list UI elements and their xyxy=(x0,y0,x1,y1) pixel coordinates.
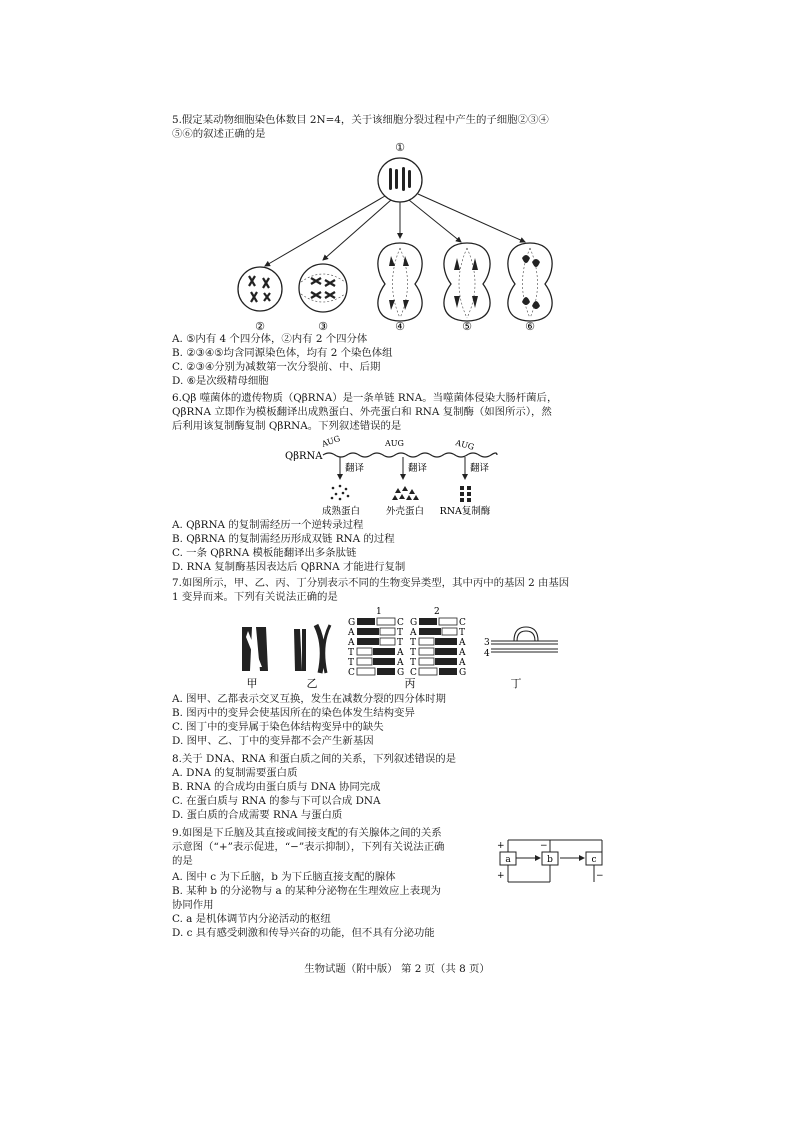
cell-4-chromosomes xyxy=(389,256,409,310)
svg-text:A: A xyxy=(410,628,417,638)
gene-1-bars xyxy=(357,618,395,675)
svg-text:A: A xyxy=(459,638,466,648)
q5-cell-division-figure xyxy=(225,138,565,334)
svg-text:T: T xyxy=(397,628,404,638)
jia-chromosomes xyxy=(242,627,268,671)
cell-1-chromosomes xyxy=(389,167,411,191)
cell-3 xyxy=(299,264,347,312)
start-codon-2: AUG xyxy=(385,439,404,448)
plus-sign-1: + xyxy=(497,841,505,851)
ding-number-4: 4 xyxy=(484,649,490,659)
svg-text:G: G xyxy=(410,618,418,628)
cell-5-label: ⑤ xyxy=(462,320,472,333)
svg-text:T: T xyxy=(397,638,404,648)
box-a-label: a xyxy=(505,855,511,865)
cell-5-spindle xyxy=(459,248,475,318)
gene-1-left-bases xyxy=(347,618,355,678)
svg-text:T: T xyxy=(410,638,417,648)
svg-text:A: A xyxy=(348,638,355,648)
replicase-squares xyxy=(460,486,471,502)
q9-stem-line-1: 9.如图是下丘脑及其直接或间接支配的有关腺体之间的关系 xyxy=(172,827,442,839)
svg-text:A: A xyxy=(459,648,466,658)
product-rna-replicase: RNA复制酶 xyxy=(439,506,491,517)
cell-6-label: ⑥ xyxy=(525,320,535,333)
cell-2-chromosomes xyxy=(249,276,270,302)
cell-1 xyxy=(378,158,422,202)
gene-1-right-bases xyxy=(396,618,404,678)
plus-sign-2: + xyxy=(497,871,505,881)
cell-5-chromosomes xyxy=(454,258,478,308)
q6-stem-line-1: 6.Qβ 噬菌体的遗传物质（QβRNA）是一条单链 RNA。当噬菌体侵染大肠杆菌后， xyxy=(172,392,558,404)
q9-option-d: D. c 具有感受刺激和传导兴奋的功能，但不具有分泌功能 xyxy=(172,927,435,939)
minus-sign-2: − xyxy=(596,871,604,881)
svg-text:C: C xyxy=(459,618,466,628)
translation-label-3: 翻译 xyxy=(470,463,490,474)
svg-text:G: G xyxy=(348,618,356,628)
svg-text:T: T xyxy=(410,658,417,668)
svg-text:T: T xyxy=(410,648,417,658)
q8-stem: 8.关于 DNA、RNA 和蛋白质之间的关系，下列叙述错误的是 xyxy=(172,753,457,765)
q9-option-c: C. a 是机体调节内分泌活动的枢纽 xyxy=(172,913,331,925)
svg-text:C: C xyxy=(348,668,355,678)
arrow-to-cell-5 xyxy=(409,200,461,242)
arrow-to-cell-6 xyxy=(418,194,525,242)
q6-stem-line-3: 后利用该复制酶复制 QβRNA。下列叙述错误的是 xyxy=(172,420,402,432)
box-c-label: c xyxy=(591,855,597,865)
q9-option-b: B. 某种 b 的分泌物与 a 的某种分泌物在生理效应上表现为 xyxy=(172,885,441,897)
label-ding: 丁 xyxy=(510,677,522,690)
rna-label: QβRNA xyxy=(285,451,323,462)
gene-1-number: 1 xyxy=(376,607,382,617)
q6-option-a: A. QβRNA 的复制需经历一个逆转录过程 xyxy=(172,519,364,531)
product-coat-protein: 外壳蛋白 xyxy=(385,506,425,517)
cell-2 xyxy=(238,267,282,311)
ding-chromosome-pair xyxy=(491,627,558,652)
q8-option-b: B. RNA 的合成均由蛋白质与 DNA 协同完成 xyxy=(172,781,381,793)
label-bing: 丙 xyxy=(404,677,416,690)
translation-label-1: 翻译 xyxy=(345,463,365,474)
gene-2-right-bases xyxy=(458,618,466,678)
q7-option-a: A. 图甲、乙都表示交叉互换，发生在减数分裂的四分体时期 xyxy=(172,693,446,705)
label-yi: 乙 xyxy=(306,677,318,690)
q9-option-b-cont: 协同作用 xyxy=(172,899,214,911)
q5-option-c: C. ②③④分别为减数第一次分裂前、中、后期 xyxy=(172,361,381,373)
q9-stem-line-3: 的是 xyxy=(172,855,193,867)
svg-text:A: A xyxy=(348,628,355,638)
cell-4 xyxy=(378,243,422,321)
cell-3-label: ③ xyxy=(318,320,328,333)
q9-option-a: A. 图中 c 为下丘脑，b 为下丘脑直接支配的腺体 xyxy=(172,871,396,883)
start-codon-1: AUG xyxy=(320,433,342,449)
product-mature-protein: 成熟蛋白 xyxy=(321,506,361,517)
q7-option-c: C. 图丁中的变异属于染色体结构变异中的缺失 xyxy=(172,721,384,733)
mature-protein-dots xyxy=(331,485,350,501)
cell-2-label: ② xyxy=(255,320,265,333)
gene-2-bars xyxy=(419,618,457,675)
q5-option-d: D. ⑥是次级精母细胞 xyxy=(172,375,269,387)
rna-strand xyxy=(323,453,497,457)
q7-variation-figure xyxy=(238,603,558,691)
cell-6-chromosomes xyxy=(522,255,540,309)
ding-number-3: 3 xyxy=(484,638,490,648)
q5-option-a: A. ⑤内有 4 个四分体，②内有 2 个四分体 xyxy=(172,333,368,345)
svg-text:A: A xyxy=(397,648,404,658)
svg-text:T: T xyxy=(348,658,355,668)
q7-option-d: D. 图甲、乙、丁中的变异都不会产生新基因 xyxy=(172,735,374,747)
q6-stem-line-2: QβRNA 立即作为模板翻译出成熟蛋白、外壳蛋白和 RNA 复制酶（如图所示），然 xyxy=(172,406,552,418)
minus-sign-1: − xyxy=(540,841,548,851)
q8-option-c: C. 在蛋白质与 RNA 的参与下可以合成 DNA xyxy=(172,795,381,807)
svg-text:C: C xyxy=(410,668,417,678)
box-b-label: b xyxy=(547,855,553,865)
svg-text:T: T xyxy=(348,648,355,658)
label-jia: 甲 xyxy=(246,677,258,690)
svg-text:A: A xyxy=(397,658,404,668)
coat-protein-triangles xyxy=(392,486,419,500)
q6-option-d: D. RNA 复制酶基因表达后 QβRNA 才能进行复制 xyxy=(172,561,406,573)
cell-1-label: ① xyxy=(395,141,405,154)
gene-2-number: 2 xyxy=(434,607,440,617)
start-codon-3: AUG xyxy=(454,438,476,452)
q9-stem-line-2: 示意图（“+”表示促进，“−”表示抑制），下列有关说法正确 xyxy=(172,841,445,853)
cell-6 xyxy=(508,243,552,321)
svg-text:C: C xyxy=(397,618,404,628)
cell-3-spindle xyxy=(301,274,345,302)
yi-chromosomes xyxy=(294,625,330,673)
q7-stem-line-1: 7.如图所示，甲、乙、丙、丁分别表示不同的生物变异类型，其中丙中的基因 2 由基因 xyxy=(172,577,570,589)
q6-option-c: C. 一条 QβRNA 模板能翻译出多条肽链 xyxy=(172,547,357,559)
svg-text:T: T xyxy=(459,628,466,638)
q7-option-b: B. 图丙中的变异会使基因所在的染色体发生结构变异 xyxy=(172,707,415,719)
q5-option-b: B. ②③④⑤均含同源染色体，均有 2 个染色体组 xyxy=(172,347,393,359)
q5-stem-line-2: ⑤⑥的叙述正确的是 xyxy=(172,128,266,140)
q6-option-b: B. QβRNA 的复制需经历形成双链 RNA 的过程 xyxy=(172,533,395,545)
svg-text:G: G xyxy=(397,668,405,678)
q5-stem-line-1: 5.假定某动物细胞染色体数目 2N=4，关于该细胞分裂过程中产生的子细胞②③④ xyxy=(172,114,549,126)
page-footer: 生物试题（附中版） 第 2 页（共 8 页） xyxy=(304,963,490,975)
cell-3-chromosomes xyxy=(311,278,335,298)
svg-text:G: G xyxy=(459,668,467,678)
cell-4-label: ④ xyxy=(395,320,405,333)
cell-5 xyxy=(444,243,490,321)
svg-text:A: A xyxy=(459,658,466,668)
translation-label-2: 翻译 xyxy=(408,463,428,474)
q7-stem-line-2: 1 变异而来。下列有关说法正确的是 xyxy=(172,591,338,603)
q8-option-d: D. 蛋白质的合成需要 RNA 与蛋白质 xyxy=(172,809,343,821)
q6-translation-figure xyxy=(285,433,510,517)
q8-option-a: A. DNA 的复制需要蛋白质 xyxy=(172,767,298,779)
arrow-to-cell-2 xyxy=(265,196,385,266)
gene-2-left-bases xyxy=(409,618,417,678)
